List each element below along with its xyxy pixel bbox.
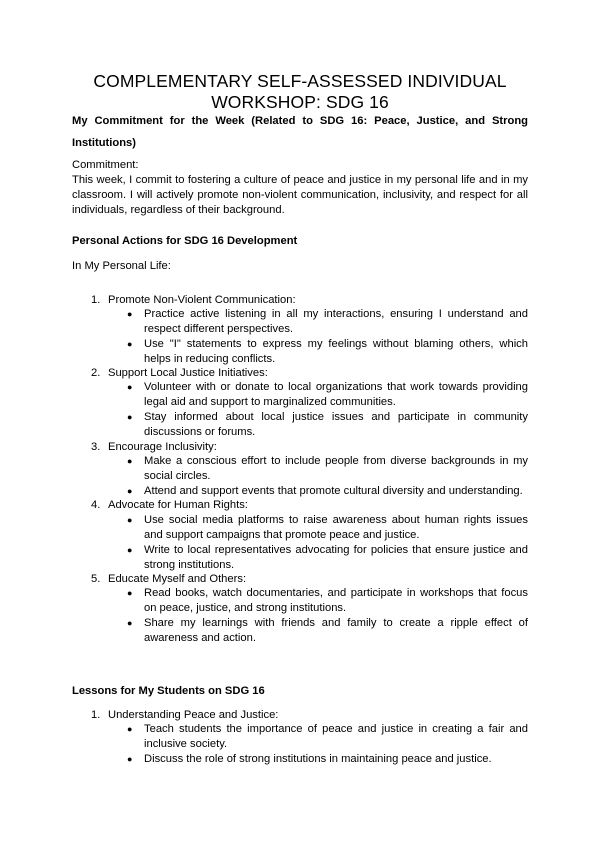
item-title: Advocate for Human Rights: [108,499,248,511]
bullet-text: Use social media platforms to raise awareness about human rights issues and support campaigns that promote peace and justice. [144,514,528,541]
bullet-text: Attend and support events that promote cultural diversity and understanding. [144,485,523,497]
title-line-1: COMPLEMENTARY SELF-ASSESSED INDIVIDUAL [93,71,507,91]
bullet-text: Stay informed about local justice issues and participate in community discussions or forums. [144,411,528,438]
bullet-icon: ● [127,382,133,392]
item-number: 2. [91,367,101,379]
bullet-text: Share my learnings with friends and family to create a ripple effect of awareness and action. [144,617,528,644]
lesson-item-1 [91,708,278,722]
bullet-item [127,337,528,367]
bullet-item [127,307,528,337]
bullet-text: Practice active listening in all my interactions, ensuring I understand and respect different perspectives. [144,308,528,335]
item-title: Educate Myself and Others: [108,573,247,585]
bullet-text: Read books, watch documentaries, and participate in workshops that focus on peace, justice, and strong institutions. [144,587,528,614]
bullet-item [127,543,528,573]
item-number: 4. [91,499,101,511]
bullet-icon: ● [127,515,133,525]
bullet-icon: ● [127,412,133,422]
bullet-item [127,586,528,616]
item-title: Encourage Inclusivity: [108,441,217,453]
personal-actions-heading: Personal Actions for SDG 16 Development [72,235,298,247]
item-title: Support Local Justice Initiatives: [108,367,268,379]
bullet-text: Volunteer with or donate to local organizations that work towards providing legal aid and support to marginalized communities. [144,381,528,408]
personal-life-intro: In My Personal Life: [72,260,171,272]
title-line-2: WORKSHOP: SDG 16 [211,92,389,112]
bullet-text: Write to local representatives advocating for policies that ensure justice and strong institutions. [144,544,528,571]
commitment-heading: My Commitment for the Week (Related to SDG 16: Peace, Justice, and Strong Institutions) [72,115,528,149]
bullet-icon: ● [127,724,133,734]
bullet-item [127,616,528,646]
personal-action-item-5 [91,572,246,586]
commitment-label: Commitment: [72,159,139,171]
personal-action-item-1 [91,293,296,307]
bullet-item [127,410,528,440]
bullet-text: Use "I" statements to express my feelings without blaming others, which helps in reducing conflicts. [144,338,528,365]
bullet-item [127,454,528,484]
personal-action-item-4 [91,498,248,512]
bullet-icon: ● [127,339,133,349]
bullet-icon: ● [127,456,133,466]
bullet-text: Make a conscious effort to include people from diverse backgrounds in my social circles. [144,455,528,482]
bullet-text: Teach students the importance of peace and justice in creating a fair and inclusive society. [144,723,528,750]
item-number: 5. [91,573,101,585]
bullet-text: Discuss the role of strong institutions in maintaining peace and justice. [144,753,492,765]
item-number: 1. [91,294,101,306]
lessons-heading: Lessons for My Students on SDG 16 [72,685,265,697]
bullet-item [127,380,528,410]
bullet-item [127,484,528,499]
personal-action-item-3 [91,440,217,454]
bullet-item [127,752,528,767]
item-number: 1. [91,709,101,721]
document-title [0,71,600,113]
bullet-icon: ● [127,618,133,628]
bullet-icon: ● [127,588,133,598]
bullet-icon: ● [127,545,133,555]
bullet-icon: ● [127,754,133,764]
item-title: Understanding Peace and Justice: [108,709,279,721]
personal-action-item-2 [91,366,268,380]
bullet-icon: ● [127,309,133,319]
bullet-item [127,513,528,543]
item-number: 3. [91,441,101,453]
commitment-text: This week, I commit to fostering a culture of peace and justice in my personal life and in my classroom. I will actively promote non-violent communication, inclusivity, and respect for all individuals, regardless of their background. [72,174,528,216]
item-title: Promote Non-Violent Communication: [108,294,296,306]
bullet-item [127,722,528,752]
bullet-icon: ● [127,486,133,496]
